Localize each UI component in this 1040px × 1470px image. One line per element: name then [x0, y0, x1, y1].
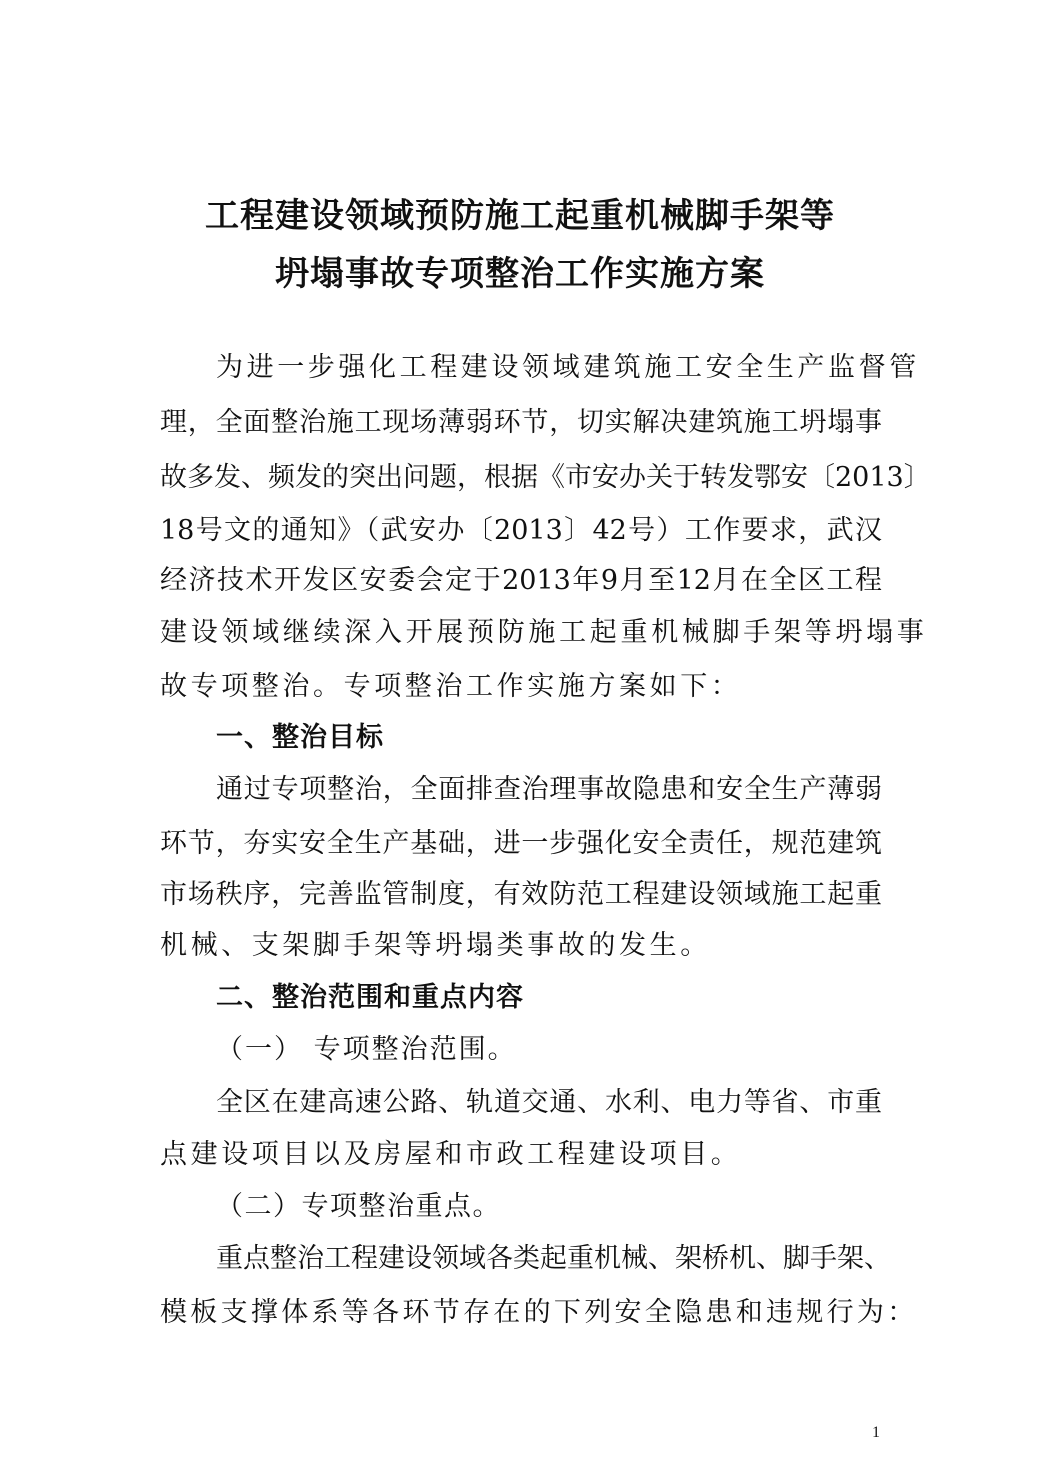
paragraph-line: 重点整治工程建设领域各类起重机械、架桥机、脚手架、	[216, 1243, 891, 1274]
subsection-heading: （二）专项整治重点。	[216, 1191, 501, 1222]
paragraph-line: 点建设项目以及房屋和市政工程建设项目。	[160, 1139, 742, 1170]
paragraph-line: 通过专项整治，全面排查治理事故隐患和安全生产薄弱	[216, 774, 882, 805]
paragraph-line: 经济技术开发区安委会定于2013年9月至12月在全区工程	[160, 565, 882, 596]
paragraph-line: 18号文的通知》（武安办〔2013〕42号）工作要求，武汉	[160, 515, 882, 546]
page-number: 1	[872, 1424, 880, 1441]
paragraph-line: 机械、支架脚手架等坍塌类事故的发生。	[160, 930, 711, 961]
paragraph-line: 市场秩序，完善监管制度，有效防范工程建设领域施工起重	[160, 879, 882, 910]
paragraph-line: 建设领域继续深入开展预防施工起重机械脚手架等坍塌事	[160, 617, 928, 648]
paragraph-line: 环节，夯实安全生产基础，进一步强化安全责任，规范建筑	[160, 828, 882, 859]
section-heading: 一、整治目标	[216, 722, 384, 753]
subsection-heading: （一） 专项整治范围。	[216, 1034, 517, 1065]
paragraph-line: 为进一步强化工程建设领域建筑施工安全生产监督管	[216, 352, 920, 383]
paragraph-line: 模板支撑体系等各环节存在的下列安全隐患和违规行为：	[160, 1297, 918, 1328]
paragraph-line: 故多发、频发的突出问题，根据《市安办关于转发鄂安〔2013〕	[160, 462, 931, 493]
section-heading: 二、整治范围和重点内容	[216, 982, 524, 1013]
paragraph-line: 全区在建高速公路、轨道交通、水利、电力等省、市重	[216, 1087, 882, 1118]
document-title-line-2: 坍塌事故专项整治工作实施方案	[275, 254, 765, 294]
document-title-line-1: 工程建设领域预防施工起重机械脚手架等	[205, 196, 835, 236]
paragraph-line: 理，全面整治施工现场薄弱环节，切实解决建筑施工坍塌事	[160, 407, 882, 438]
paragraph-line: 故专项整治。专项整治工作实施方案如下：	[160, 671, 742, 702]
